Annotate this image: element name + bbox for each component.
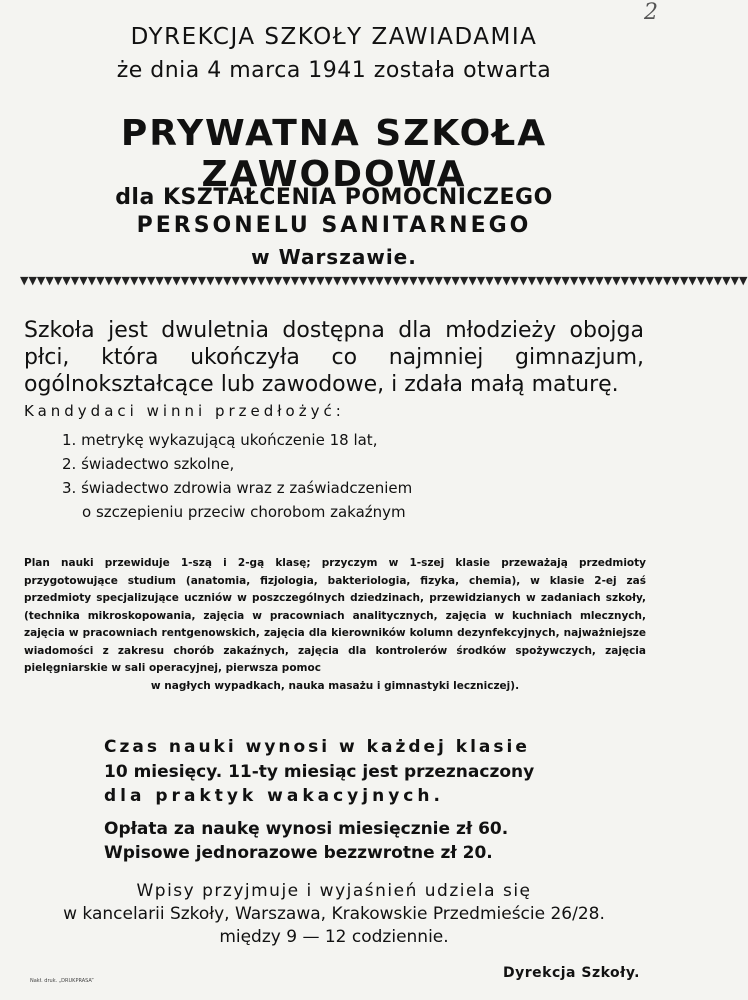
enrollment-info bbox=[20, 880, 648, 949]
subtitle-line-3: w Warszawie. bbox=[251, 245, 417, 269]
enrollment-line-2: w kancelarii Szkoły, Warszawa, Krakowskie Przedmieście 26/28. bbox=[63, 904, 605, 924]
printer-mark: Nakł. druk. „DRUKPRASA” bbox=[30, 978, 94, 984]
signature: Dyrekcja Szkoły. bbox=[502, 965, 640, 981]
registration-fee-line: Wpisowe jednorazowe bezzwrotne zł 20. bbox=[104, 843, 493, 863]
candidates-list bbox=[62, 428, 412, 524]
study-plan-last-line: w nagłych wypadkach, nauka masażu i gimnastyki leczniczej). bbox=[150, 679, 520, 692]
terms-line-2: 10 miesięcy. 11-ty miesiąc jest przeznaczony bbox=[104, 761, 535, 782]
terms-line-1: Czas nauki wynosi w każdej klasie bbox=[104, 737, 530, 757]
subtitle-line-1: dla KSZTAŁCENIA POMOCNICZEGO bbox=[115, 185, 553, 210]
header-line-2: że dnia 4 marca 1941 została otwarta bbox=[116, 58, 552, 83]
list-item: 3. świadectwo zdrowia wraz z zaświadczeniem bbox=[62, 479, 413, 497]
intro-paragraph: Szkoła jest dwuletnia dostępna dla młodzieży obojga płci, która ukończyła co najmniej gimnazjum, ogólnokształcące lub zawodowe, i zdała małą maturę. bbox=[24, 318, 644, 397]
enrollment-line-3: między 9 — 12 codziennie. bbox=[219, 927, 449, 947]
list-item: 2. świadectwo szkolne, bbox=[62, 455, 235, 473]
enrollment-line-1: Wpisy przyjmuje i wyjaśnień udziela się bbox=[136, 881, 532, 901]
ornamental-divider: ▼▼▼▼▼▼▼▼▼▼▼▼▼▼▼▼▼▼▼▼▼▼▼▼▼▼▼▼▼▼▼▼▼▼▼▼▼▼▼▼▼▼▼▼▼▼▼▼▼▼▼▼▼▼▼▼▼▼▼▼▼▼▼▼▼▼▼▼▼▼▼▼▼▼▼▼▼▼▼▼▼▼▼▼▼▼ bbox=[20, 274, 748, 287]
corner-mark: 2 bbox=[644, 0, 658, 25]
candidates-heading: Kandydaci winni przedłożyć: bbox=[24, 402, 345, 420]
fee-line: Opłata za naukę wynosi miesięcznie zł 60. bbox=[104, 818, 509, 839]
terms-line-3: dla praktyk wakacyjnych. bbox=[104, 786, 444, 806]
list-item-continuation: o szczepieniu przeciw chorobom zakaźnym bbox=[82, 503, 406, 521]
terms-block bbox=[104, 735, 574, 866]
study-plan-paragraph bbox=[24, 555, 646, 695]
list-item: 1. metrykę wykazującą ukończenie 18 lat, bbox=[62, 431, 378, 449]
header-line-1: DYREKCJA SZKOŁY ZAWIADAMIA bbox=[130, 24, 538, 50]
study-plan-body: Plan nauki przewiduje 1-szą i 2-gą klasę; przyczym w 1-szej klasie przeważają przedmioty przygotowujące studium (anatomia, fizjologia, bakteriologia, fizyka, chemia), w klasie 2-ej zaś przedmioty specjalizujące uczniów w poszczególnych dziedzinach, przewidzianych w zadaniach szkoły, (technika mikroskopowania, zajęcia w pracowniach analitycznych, zajęcia w kuchniach mlecznych, zajęcia w pracowniach rentgenowskich, zajęcia dla kierowników kolumn dezynfekcyjnych, najważniejsze wiadomości z zakresu chorób zakaźnych, zajęcia dla kontrolerów środków spożywczych, zajęcia pielęgniarskie w sali operacyjnej, pierwsza pomoc bbox=[24, 557, 646, 674]
school-title: PRYWATNA SZKOŁA ZAWODOWA bbox=[120, 113, 548, 195]
subtitle-line-2: PERSONELU SANITARNEGO bbox=[136, 213, 532, 238]
